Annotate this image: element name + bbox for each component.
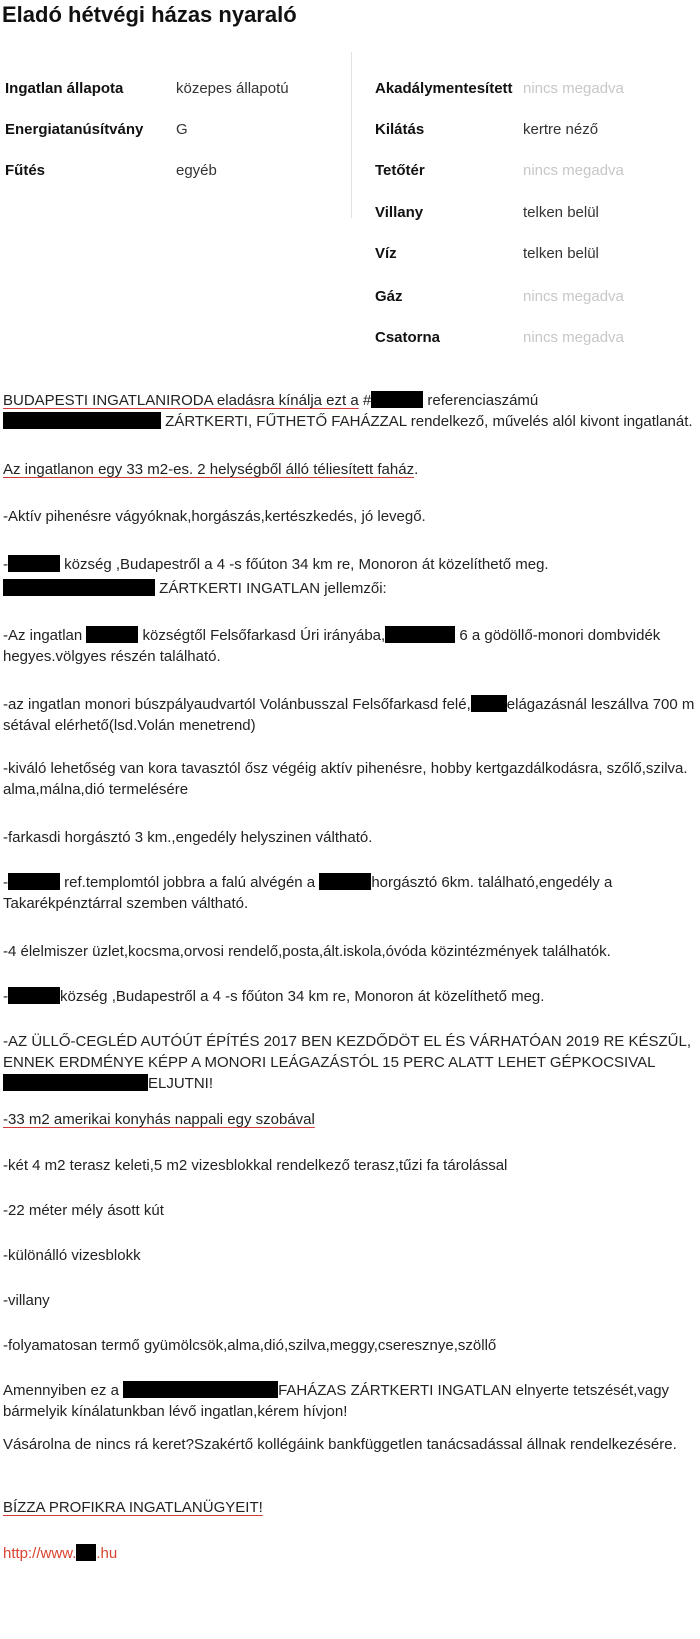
desc-church: - ref.templomtól jobbra a falú alvégén a horgásztó 6km. található,engedély a Takarékpénztárral szemben váltható. — [3, 874, 613, 912]
attr-label: Csatorna — [375, 329, 441, 346]
office-name: BUDAPESTI INGATLANIRODA eladásra kínálja ezt a — [3, 392, 359, 409]
desc-slogan: BÍZZA PROFIKRA INGATLANÜGYEIT! — [3, 1499, 263, 1516]
redacted-box — [471, 695, 507, 712]
attr-label: Víz — [375, 245, 397, 262]
desc-well: -22 méter mély ásott kút — [3, 1202, 164, 1219]
column-divider — [351, 52, 352, 218]
attr-label: Villany — [375, 204, 424, 221]
desc-house: Az ingatlanon egy 33 m2-es. 2 helységből álló téliesített faház. — [3, 461, 419, 478]
desc-motorway: -AZ ÜLLŐ-CEGLÉD AUTÓÚT ÉPÍTÉS 2017 BEN KEZDŐDÖT EL ÉS VÁRHATÓAN 2019 RE KÉSZŰL, ENNEK ERDMÉNYE KÉPP A MONORI LEÁGAZÁSTÓL 15 PERC ALATT LEHET GÉPKOCSIVAL ELJUTNI! — [3, 1033, 691, 1092]
desc-fishing-lake: -farkasdi horgásztó 3 km.,engedély helyszinen váltható. — [3, 829, 373, 846]
attr-value: G — [176, 121, 188, 138]
attr-label: Akadálymentesített — [375, 80, 513, 97]
redacted-box — [3, 412, 161, 429]
desc-features-heading: ZÁRTKERTI INGATLAN jellemzői: — [3, 578, 696, 599]
attr-label: Ingatlan állapota — [5, 80, 124, 97]
redacted-box — [3, 579, 155, 596]
desc-amenities: -4 élelmiszer üzlet,kocsma,orvosi rendelő,posta,ált.iskola,óvóda közintézmények találhatók. — [3, 943, 611, 960]
desc-location-repeat: - község ,Budapestről a 4 -s főúton 34 km re, Monoron át közelíthető meg. — [3, 988, 545, 1005]
redacted-box — [76, 1544, 96, 1561]
redacted-box — [3, 1074, 148, 1091]
desc-financing: Vásárolna de nincs rá keret?Szakértő kollégáink bankfüggetlen tanácsadással állnak rendelkezésére. — [3, 1436, 677, 1453]
desc-call-to-action: Amennyiben ez a FAHÁZAS ZÁRTKERTI INGATLAN elnyerte tetszését,vagy bármelyik kínálatunkban lévő ingatlan,kérem hívjon! — [3, 1382, 670, 1420]
desc-fruits: -folyamatosan termő gyümölcsök,alma,dió,szilva,meggy,cseresznye,szöllő — [3, 1337, 497, 1354]
redacted-box — [371, 391, 423, 408]
desc-living-room: -33 m2 amerikai konyhás nappali egy szobával — [3, 1111, 315, 1128]
attr-label: Tetőtér — [375, 162, 425, 179]
attr-value: nincs megadva — [523, 80, 624, 97]
desc-leisure: -Aktív pihenésre vágyóknak,horgászás,kertészkedés, jó levegő. — [3, 508, 426, 525]
attr-label: Gáz — [375, 288, 403, 305]
attr-value: telken belül — [523, 204, 599, 221]
desc-opportunity: -kiváló lehetőség van kora tavasztól ősz végéig aktív pihenésre, hobby kertgazdálkodásra, szőlő,szilva. alma,málna,dió termelésére — [3, 760, 688, 798]
redacted-box — [385, 626, 455, 643]
desc-bus: -az ingatlan monori búszpályaudvartól Volánbusszal Felsőfarkasd felé, elágazásnál leszállva 700 m sétával elérhető(lsd.Volán menetrend) — [3, 696, 695, 734]
desc-bathroom-block: -különálló vizesblokk — [3, 1247, 141, 1264]
desc-location: - község ,Budapestről a 4 -s főúton 34 km re, Monoron át közelíthető meg. — [3, 556, 549, 573]
desc-terraces: -két 4 m2 terasz keleti,5 m2 vizesblokkal rendelkező terasz,tűzi fa tárolással — [3, 1157, 508, 1174]
redacted-box — [8, 987, 60, 1004]
attr-label: Energiatanúsítvány — [5, 121, 144, 138]
redacted-box — [319, 873, 371, 890]
attr-value: közepes állapotú — [176, 80, 289, 97]
desc-intro: BUDAPESTI INGATLANIRODA eladásra kínálja ezt a # referenciaszámú ZÁRTKERTI, FŰTHETŐ FAHÁZZAL rendelkező, művelés alól kivont ingatlanát. — [3, 392, 693, 430]
attr-value: telken belül — [523, 245, 599, 262]
page-title: Eladó hétvégi házas nyaraló — [2, 2, 297, 27]
attr-value: nincs megadva — [523, 329, 624, 346]
attr-label: Kilátás — [375, 121, 425, 138]
attr-value: kertre néző — [523, 121, 599, 138]
website-link[interactable]: http://www. .hu — [3, 1545, 118, 1562]
desc-electricity: -villany — [3, 1292, 50, 1309]
attr-label: Fűtés — [5, 162, 46, 179]
desc-position: -Az ingatlan községtől Felsőfarkasd Úri irányába, 6 a gödöllő-monori dombvidék hegyes.völgyes részén található. — [3, 627, 661, 665]
attr-value: nincs megadva — [523, 288, 624, 305]
attr-value: nincs megadva — [523, 162, 624, 179]
redacted-box — [8, 555, 60, 572]
redacted-box — [86, 626, 138, 643]
attr-value: egyéb — [176, 162, 217, 179]
redacted-box — [8, 873, 60, 890]
redacted-box — [123, 1381, 278, 1398]
